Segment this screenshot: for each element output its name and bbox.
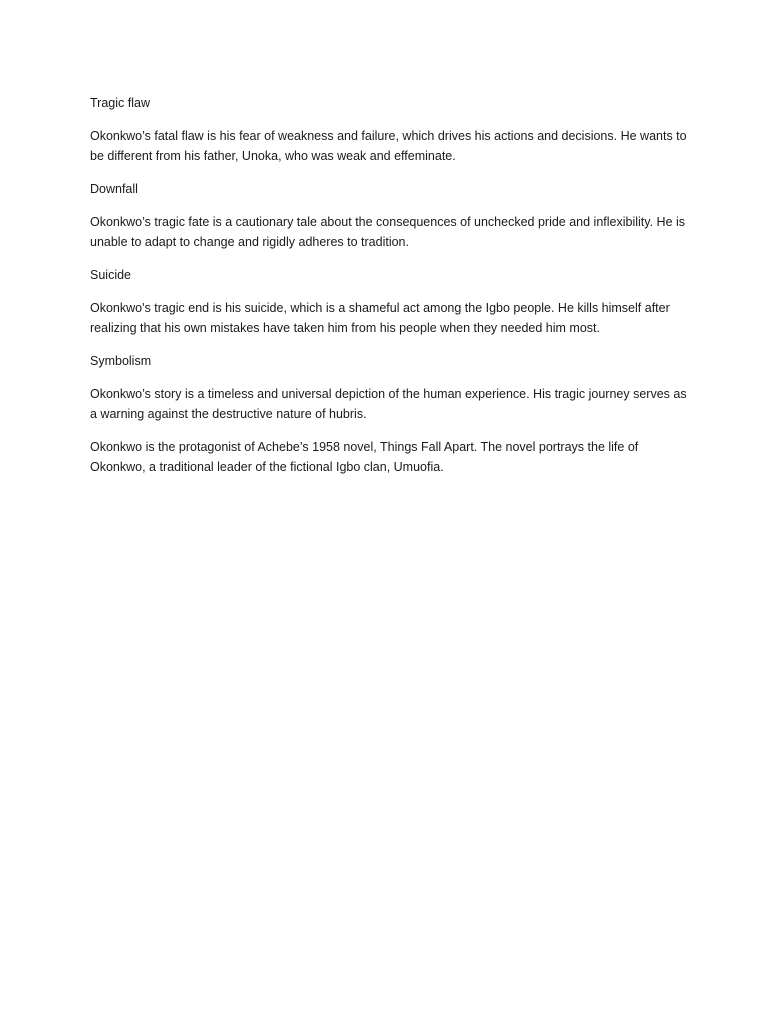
document-body xyxy=(90,93,690,490)
closing-paragraph: Okonkwo is the protagonist of Achebe’s 1958 novel, Things Fall Apart. The novel portrays the life of Okonkwo, a traditional leader of the fictional Igbo clan, Umuofia. xyxy=(90,440,639,474)
section-paragraph-symbolism: Okonkwo’s story is a timeless and universal depiction of the human experience. His tragic journey serves as a warning against the destructive nature of hubris. xyxy=(90,387,687,421)
section-heading-tragic-flaw: Tragic flaw xyxy=(90,96,150,110)
section-heading-suicide: Suicide xyxy=(90,268,131,282)
section-paragraph-suicide: Okonkwo's tragic end is his suicide, which is a shameful act among the Igbo people. He kills himself after realizing that his own mistakes have taken him from his people when they needed him most. xyxy=(90,301,670,335)
section-paragraph-tragic-flaw: Okonkwo’s fatal flaw is his fear of weakness and failure, which drives his actions and decisions. He wants to be different from his father, Unoka, who was weak and effeminate. xyxy=(90,129,687,163)
section-heading-symbolism: Symbolism xyxy=(90,354,152,368)
section-paragraph-downfall: Okonkwo’s tragic fate is a cautionary tale about the consequences of unchecked pride and inflexibility. He is unable to adapt to change and rigidly adheres to tradition. xyxy=(90,215,686,249)
section-heading-downfall: Downfall xyxy=(90,182,138,196)
